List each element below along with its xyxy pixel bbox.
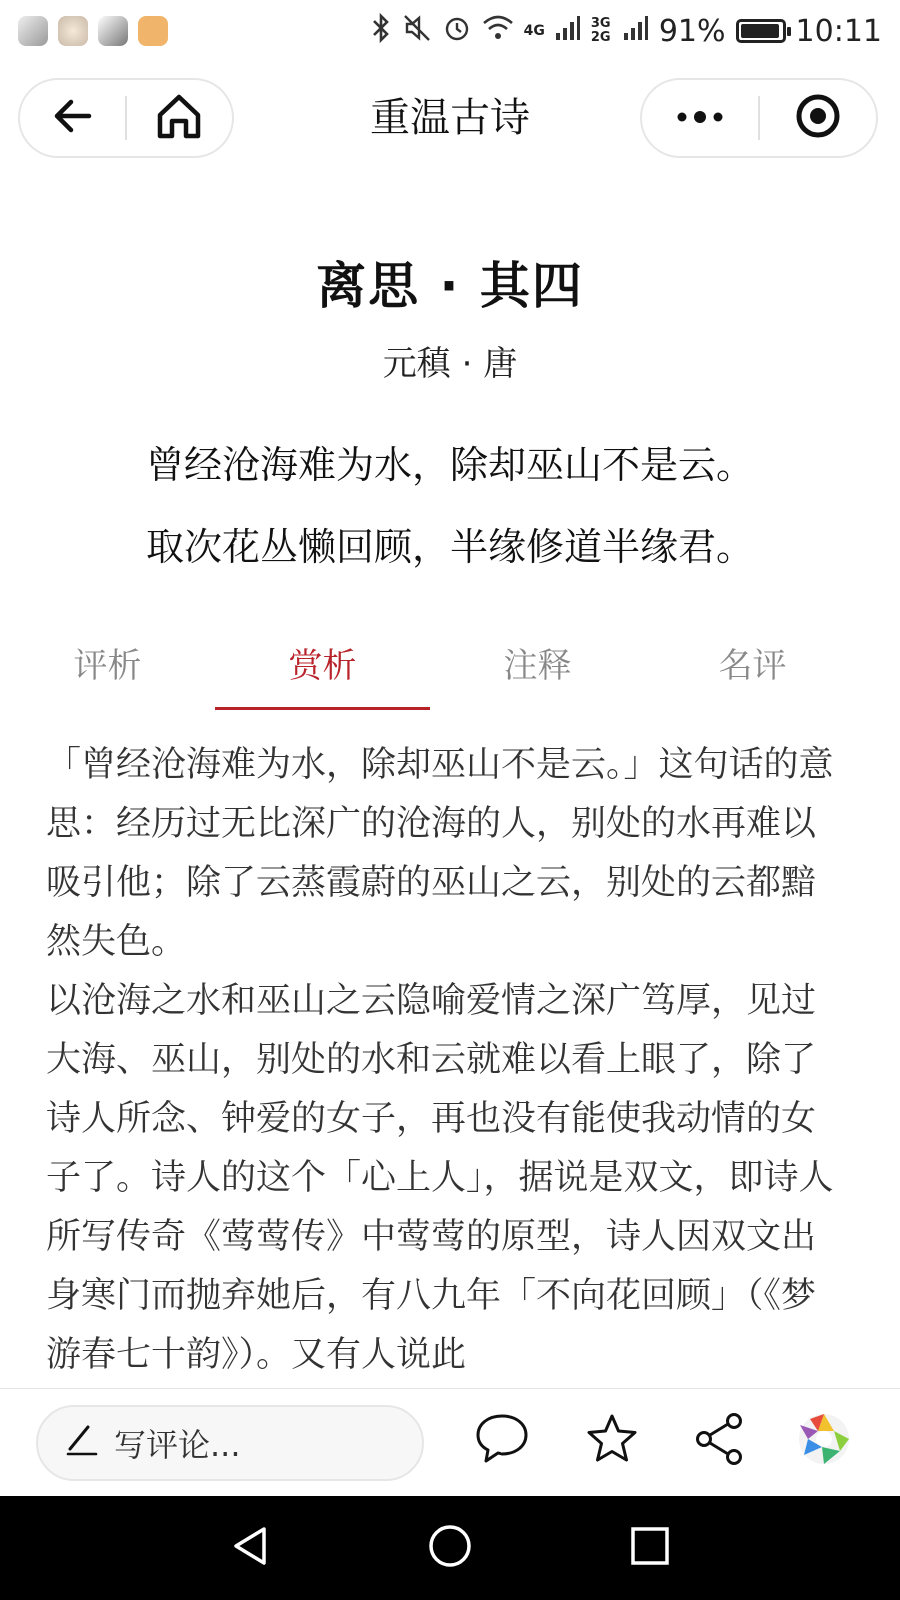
poem-line: 取次花丛懒回顾，半缘修道半缘君。 <box>145 525 754 569</box>
poem-title: 离思 · 其四 <box>316 257 584 315</box>
arrow-left-icon <box>53 96 93 140</box>
comment-input[interactable] <box>36 1405 424 1481</box>
back-button[interactable] <box>20 78 125 158</box>
share-button[interactable] <box>688 1409 752 1473</box>
signal-4g-label: 4G <box>523 23 545 39</box>
signal-3g2g-label: 3G 2G <box>590 16 611 45</box>
comment-button[interactable] <box>470 1409 534 1473</box>
nav-capsule-left <box>18 78 234 158</box>
system-navigation-bar <box>0 1496 900 1600</box>
wifi-icon <box>482 14 514 49</box>
tab-evaluation[interactable]: 评析 <box>73 646 142 686</box>
signal-icon <box>555 15 581 48</box>
bottom-action-bar <box>0 1388 900 1496</box>
battery-percent: 91% <box>658 13 726 49</box>
mute-icon <box>402 13 432 50</box>
pen-icon <box>64 1421 100 1465</box>
speech-bubble-icon <box>474 1412 530 1470</box>
mini-program-header <box>0 78 900 160</box>
system-status <box>370 13 882 50</box>
tab-annotation[interactable]: 注释 <box>503 646 572 686</box>
alarm-icon <box>442 13 472 50</box>
analysis-tabs <box>0 618 860 710</box>
square-recents-icon <box>629 1525 671 1571</box>
nav-capsule-right <box>640 78 878 158</box>
circle-home-icon <box>427 1523 473 1573</box>
more-dots-icon <box>675 109 725 128</box>
notification-icon <box>98 16 128 46</box>
battery-icon <box>736 19 786 43</box>
signal-icon <box>623 15 649 48</box>
favorite-button[interactable] <box>580 1409 644 1473</box>
more-button[interactable] <box>642 78 758 158</box>
bluetooth-icon <box>370 13 392 50</box>
home-button[interactable] <box>127 78 232 158</box>
aperture-icon <box>796 1411 852 1471</box>
notification-icon <box>18 16 48 46</box>
page-title: 重温古诗 <box>370 95 530 141</box>
status-bar <box>0 0 900 62</box>
triangle-back-icon <box>228 1524 272 1572</box>
system-recents-button[interactable] <box>620 1518 680 1578</box>
comment-placeholder: 写评论... <box>114 1426 241 1464</box>
system-back-button[interactable] <box>220 1518 280 1578</box>
notification-icons <box>18 16 168 46</box>
notification-icon <box>58 16 88 46</box>
appreciation-content <box>46 736 836 1385</box>
clock: 10:11 <box>795 13 882 49</box>
tab-famous-comments[interactable]: 名评 <box>718 646 787 686</box>
notification-icon <box>138 16 168 46</box>
system-home-button[interactable] <box>420 1518 480 1578</box>
close-button[interactable] <box>760 78 876 158</box>
article-paragraph: 以沧海之水和巫山之云隐喻爱情之深广笃厚，见过大海、巫山，别处的水和云就难以看上眼了，除了诗人所念、钟爱的女子，再也没有能使我动情的女子了。诗人的这个「心上人」，据说是双文，即诗人所写传奇《莺莺传》中莺莺的原型，诗人因双文出身寒门而抛弃她后，有八九年「不向花回顾」（《梦游春七十韵》）。又有人说此 <box>46 981 834 1375</box>
target-close-icon <box>795 93 841 143</box>
home-icon <box>155 93 203 143</box>
star-icon <box>584 1412 640 1470</box>
moments-share-button[interactable] <box>792 1409 856 1473</box>
poem-line: 曾经沧海难为水，除却巫山不是云。 <box>145 443 754 487</box>
poem-author: 元稹 · 唐 <box>382 344 518 384</box>
tab-appreciation[interactable]: 赏析 <box>215 618 430 710</box>
share-icon <box>692 1411 748 1471</box>
article-paragraph: 「曾经沧海难为水，除却巫山不是云。」这句话的意思：经历过无比深广的沧海的人，别处的水再难以吸引他；除了云蒸霞蔚的巫山之云，别处的云都黯然失色。 <box>46 745 834 962</box>
